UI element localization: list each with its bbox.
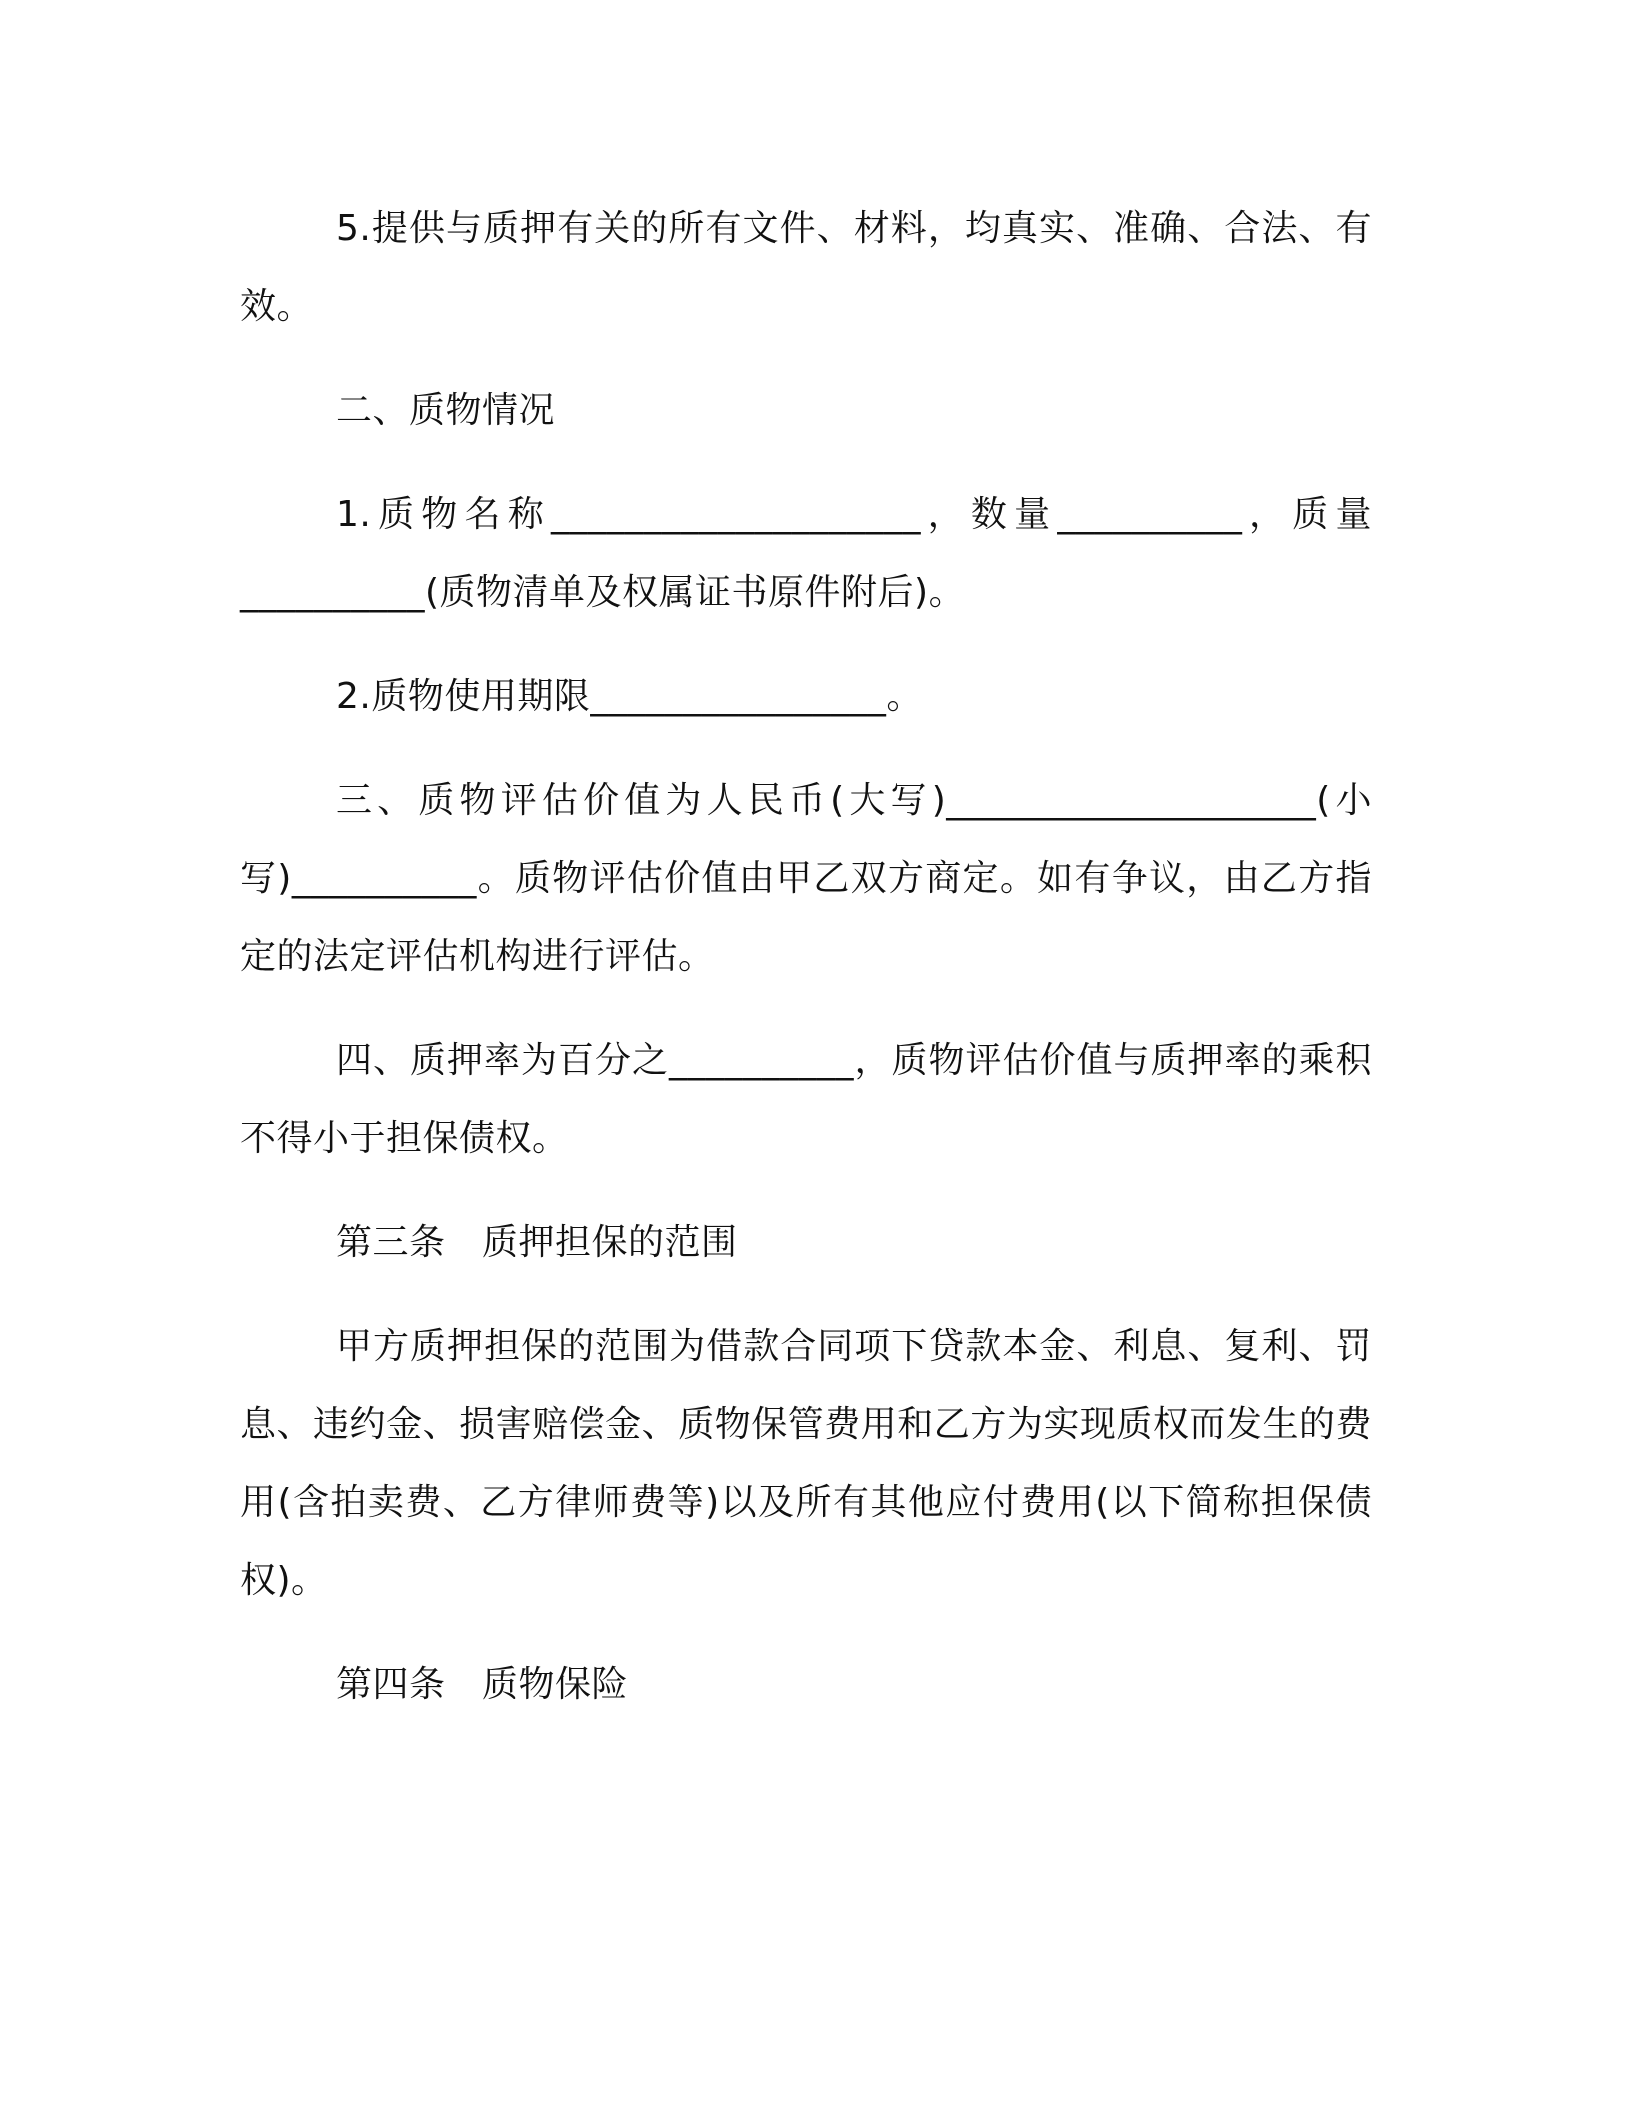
article-4-heading: 第四条 质物保险 — [336, 1664, 629, 1705]
section-heading-pledged-goods: 二、质物情况 — [336, 390, 556, 431]
clause-2-usage-period: 2.质物使用期限________________。 — [336, 676, 923, 717]
section-pledge-rate: 四、质押率为百分之__________，质物评估价值与质押率的乘积不得小于担保债权。 — [240, 1040, 1372, 1159]
article-3-heading: 第三条 质押担保的范围 — [336, 1222, 738, 1263]
section-valuation: 三、质物评估价值为人民币(大写)____________________(小写)__________。质物评估价值由甲乙双方商定。如有争议，由乙方指定的法定评估机构进行评估。 — [240, 780, 1372, 977]
clause-5-documents-truthful: 5.提供与质押有关的所有文件、材料，均真实、准确、合法、有效。 — [240, 208, 1372, 327]
clause-1-goods-name-quantity-quality: 1.质物名称____________________，数量__________，质量__________(质物清单及权属证书原件附后)。 — [240, 494, 1372, 613]
article-3-body: 甲方质押担保的范围为借款合同项下贷款本金、利息、复利、罚息、违约金、损害赔偿金、质物保管费用和乙方为实现质权而发生的费用(含拍卖费、乙方律师费等)以及所有其他应付费用(以下简称担保债权)。 — [240, 1326, 1372, 1601]
document-body — [240, 190, 1372, 1750]
